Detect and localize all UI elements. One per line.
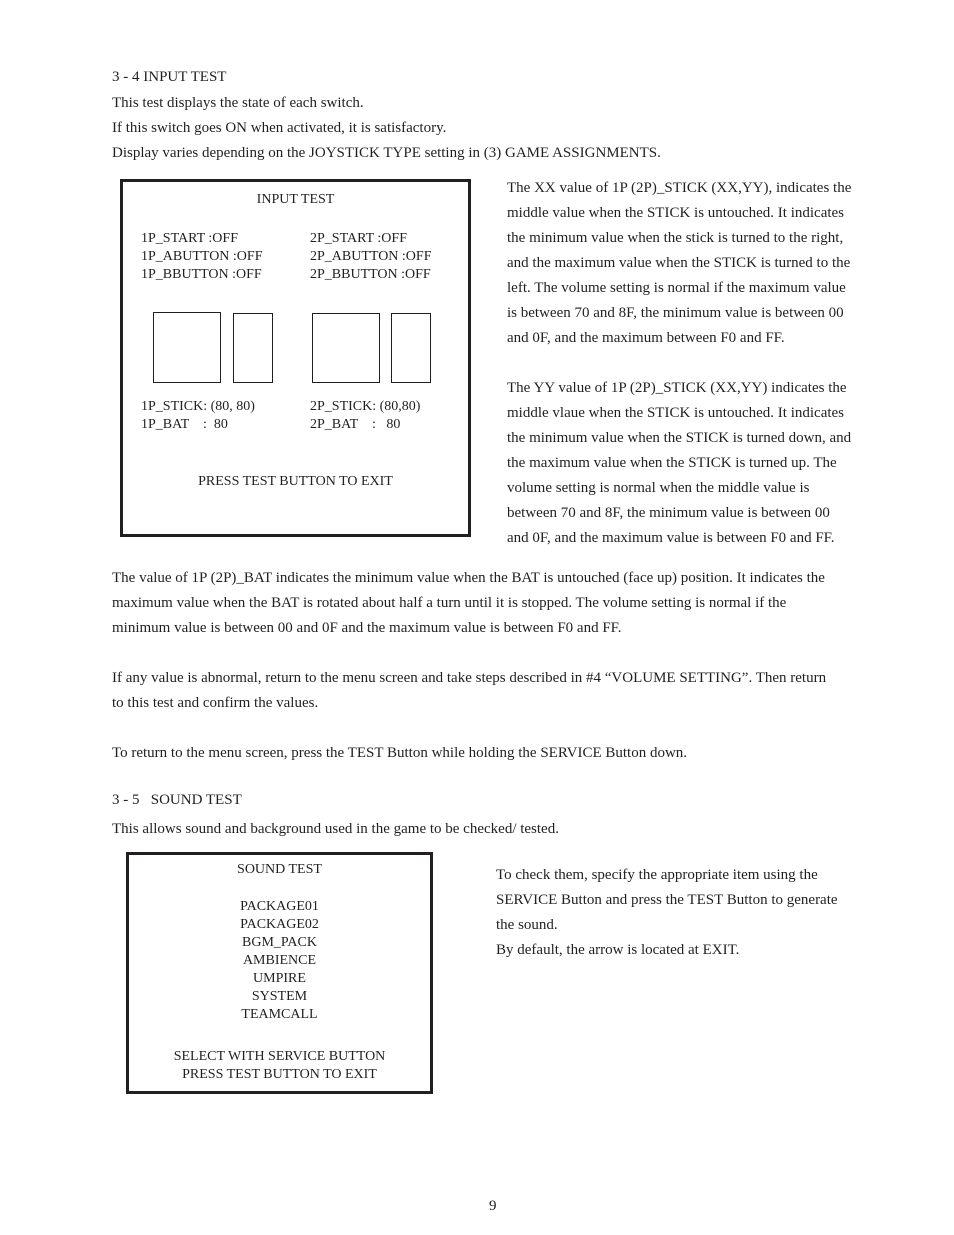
text-line: The XX value of 1P (2P)_STICK (XX,YY), indicates the xyxy=(507,180,852,196)
text-line: the minimum value when the STICK is turned down, and xyxy=(507,430,852,446)
xx-value-description xyxy=(507,176,851,351)
text-line: The value of 1P (2P)_BAT indicates the minimum value when the BAT is untouched (face up) position. It indicates the xyxy=(112,570,825,586)
p1-abutton-status: 1P_ABUTTON :OFF xyxy=(141,249,263,264)
screen-title: INPUT TEST xyxy=(256,192,335,207)
p1-start-status: 1P_START :OFF xyxy=(141,231,238,246)
sound-item: SYSTEM xyxy=(251,989,308,1004)
text-line: middle value when the STICK is untouched. It indicates xyxy=(507,205,845,221)
text-line: The YY value of 1P (2P)_STICK (XX,YY) indicates the xyxy=(507,380,847,396)
sound-item: AMBIENCE xyxy=(242,953,317,968)
sound-item-list xyxy=(129,898,430,1024)
p2-switch-list xyxy=(310,230,432,284)
p1-analog-values xyxy=(141,398,255,434)
sound-test-instructions xyxy=(129,1048,430,1084)
sound-item: BGM_PACK xyxy=(242,935,317,950)
bat-value-description xyxy=(112,566,825,641)
text-line: To return to the menu screen, press the TEST Button while holding the SERVICE Button down. xyxy=(112,745,688,761)
p1-stick-indicator xyxy=(153,312,221,383)
text-line: SERVICE Button and press the TEST Button to generate xyxy=(496,892,838,908)
text-line: middle vlaue when the STICK is untouched. It indicates xyxy=(507,405,845,421)
intro-line: If this switch goes ON when activated, it is satisfactory. xyxy=(112,120,447,136)
input-test-screen xyxy=(120,179,471,537)
text-line: to this test and confirm the values. xyxy=(112,695,319,711)
text-line: between 70 and 8F, the minimum value is between 00 xyxy=(507,505,830,521)
exit-instruction: PRESS TEST BUTTON TO EXIT xyxy=(198,474,393,489)
text-line: the minimum value when the stick is turned to the right, xyxy=(507,230,844,246)
p1-switch-list xyxy=(141,230,263,284)
text-line: and 0F, and the maximum between F0 and FF. xyxy=(507,330,785,346)
yy-value-description xyxy=(507,376,851,551)
section-heading-input-test: 3 - 4 INPUT TEST xyxy=(112,69,227,85)
sound-item: PACKAGE02 xyxy=(240,917,319,932)
p1-stick-value: 1P_STICK: (80, 80) xyxy=(141,399,255,414)
screen-title: SOUND TEST xyxy=(237,862,322,877)
input-test-intro xyxy=(112,91,661,166)
text-line: left. The volume setting is normal if the maximum value xyxy=(507,280,846,296)
text-line: minimum value is between 00 and 0F and the maximum value is between F0 and FF. xyxy=(112,620,622,636)
intro-line: This test displays the state of each switch. xyxy=(112,95,364,111)
sound-test-description xyxy=(496,863,838,963)
p2-stick-value: 2P_STICK: (80,80) xyxy=(310,399,421,414)
p2-bat-value: 2P_BAT : 80 xyxy=(310,417,401,432)
text-line: and the maximum value when the STICK is turned to the xyxy=(507,255,851,271)
text-line: the maximum value when the STICK is turned up. The xyxy=(507,455,837,471)
sound-item: UMPIRE xyxy=(253,971,306,986)
text-line: If any value is abnormal, return to the menu screen and take steps described in #4 “VOLUME SETTING”. Then return xyxy=(112,670,827,686)
text-line: the sound. xyxy=(496,917,558,933)
p2-start-status: 2P_START :OFF xyxy=(310,231,407,246)
text-line: is between 70 and 8F, the minimum value is between 00 xyxy=(507,305,844,321)
section-heading-sound-test: 3 - 5 SOUND TEST xyxy=(112,792,242,808)
p1-bat-value: 1P_BAT : 80 xyxy=(141,417,228,432)
p2-bat-indicator xyxy=(391,313,431,383)
sound-test-screen xyxy=(126,852,433,1094)
exit-instruction: PRESS TEST BUTTON TO EXIT xyxy=(182,1067,377,1082)
text-line: By default, the arrow is located at EXIT. xyxy=(496,942,740,958)
text-line: and 0F, and the maximum value is between F0 and FF. xyxy=(507,530,835,546)
p1-bat-indicator xyxy=(233,313,273,383)
p2-stick-indicator xyxy=(312,313,380,383)
text-line: volume setting is normal when the middle value is xyxy=(507,480,810,496)
text-line: To check them, specify the appropriate item using the xyxy=(496,867,818,883)
text-line: maximum value when the BAT is rotated about half a turn until it is stopped. The volume setting is normal if the xyxy=(112,595,787,611)
abnormal-value-note xyxy=(112,666,826,716)
sound-item: PACKAGE01 xyxy=(240,899,319,914)
sound-item: TEAMCALL xyxy=(241,1007,318,1022)
p2-analog-values xyxy=(310,398,420,434)
p2-abutton-status: 2P_ABUTTON :OFF xyxy=(310,249,432,264)
return-to-menu-note xyxy=(112,741,687,766)
p1-bbutton-status: 1P_BBUTTON :OFF xyxy=(141,267,262,282)
intro-line: Display varies depending on the JOYSTICK TYPE setting in (3) GAME ASSIGNMENTS. xyxy=(112,145,661,161)
select-instruction: SELECT WITH SERVICE BUTTON xyxy=(173,1049,386,1064)
sound-test-intro: This allows sound and background used in the game to be checked/ tested. xyxy=(112,821,559,837)
p2-bbutton-status: 2P_BBUTTON :OFF xyxy=(310,267,431,282)
page-number: 9 xyxy=(489,1198,497,1214)
